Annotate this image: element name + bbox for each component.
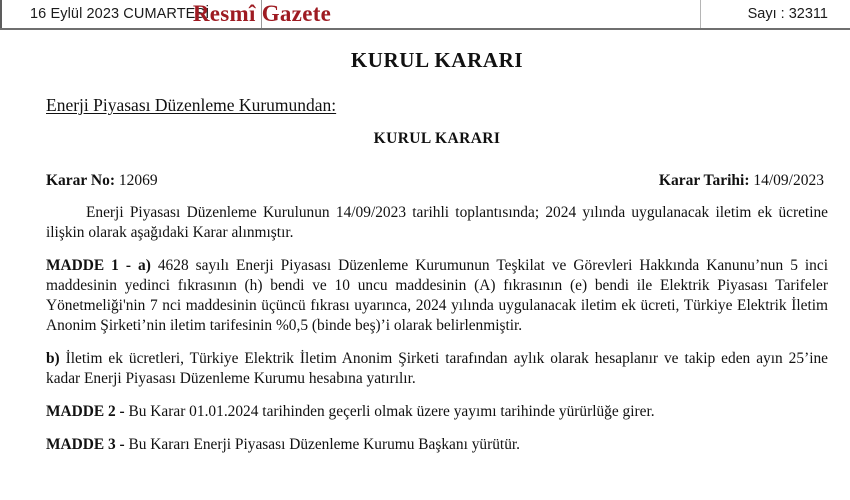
masthead-issue-number: Sayı : 32311: [700, 0, 850, 28]
article-3-label: MADDE 3 -: [46, 436, 125, 454]
document-body: [0, 48, 850, 455]
article-1-paragraph: [46, 256, 828, 336]
article-2-paragraph: [46, 402, 828, 422]
article-1b-label: b): [46, 350, 60, 368]
decision-number-value: 12069: [118, 172, 158, 189]
article-1-label: MADDE 1 - a): [46, 257, 151, 275]
masthead-date: 16 Eylül 2023 CUMARTESİ: [0, 0, 262, 28]
article-2-text: Bu Karar 01.01.2024 tarihinden geçerli olmak üzere yayımı tarihinde yürürlüğe girer.: [124, 403, 655, 421]
decision-date-value: 14/09/2023: [753, 172, 824, 189]
issuer-line: [46, 73, 828, 116]
article-3-text: Bu Kararı Enerji Piyasası Düzenleme Kurumu Başkanı yürütür.: [124, 436, 521, 454]
page-title: KURUL KARARI: [350, 48, 524, 72]
article-2-label: MADDE 2 -: [46, 403, 125, 421]
article-1-text: 4628 sayılı Enerji Piyasası Düzenleme Kurumunun Teşkilat ve Görevleri Hakkında Kanunu’nun 5 inci maddesinin yedinci fıkrasının (h) bendi ve 10 uncu maddesinin (A) fıkrasının (e) bendi ile Elektrik Piyasası Tarifeler Yönetmeliği'nin 7 nci maddesinin üçüncü fıkrası uyarınca, 2024 yılında uygulanacak iletim ek ücreti, Türkiye Elektrik İletim Anonim Şirketi’nin iletim tarifesinin %0,5 (binde beş)’i olarak belirlenmiştir.: [46, 257, 828, 335]
masthead: [0, 0, 850, 30]
article-1b-text: İletim ek ücretleri, Türkiye Elektrik İletim Anonim Şirketi tarafından aylık olarak hesaplanır ve takip eden ayın 25’ine kadar Enerji Piyasası Düzenleme Kurumu hesabına yatırılır.: [46, 350, 828, 388]
publication-name: Resmî Gazete: [192, 1, 332, 26]
article-3-paragraph: [46, 435, 828, 455]
issuer-name: Enerji Piyasası Düzenleme Kurumundan:: [46, 95, 337, 115]
decision-meta-row: [46, 172, 828, 190]
decision-date: [659, 172, 828, 190]
decision-date-label: Karar Tarihi:: [658, 172, 750, 189]
decision-number: [46, 172, 158, 190]
intro-paragraph: Enerji Piyasası Düzenleme Kurulunun 14/09/2023 tarihli toplantısında; 2024 yılında uygulanacak iletim ek ücretine ilişkin olarak aşağıdaki Karar alınmıştır.: [46, 204, 828, 242]
decision-number-label: Karar No:: [46, 172, 116, 189]
decision-subheading: KURUL KARARI: [373, 130, 501, 147]
article-1b-paragraph: [46, 349, 828, 389]
